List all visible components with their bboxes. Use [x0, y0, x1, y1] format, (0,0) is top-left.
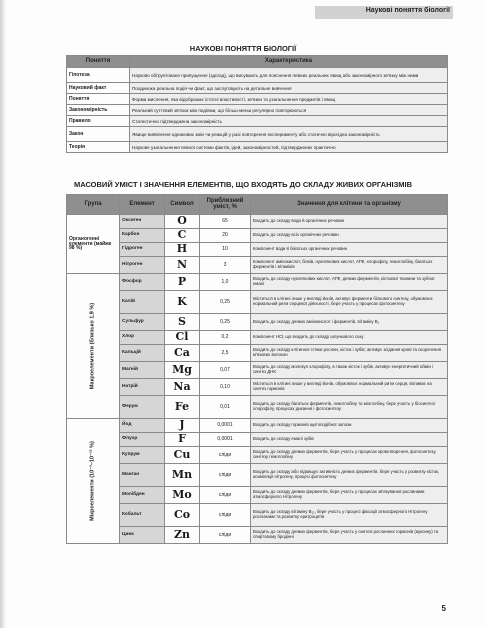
element-row — [67, 379, 448, 396]
concept-definition: Реальний суттєвий зв'язок між подіями, що більш-менш регулярно повторюються — [130, 105, 448, 116]
element-name: Натрій — [120, 379, 165, 396]
element-symbol: F — [165, 433, 200, 447]
element-name: Сульфур — [120, 314, 165, 331]
element-role: Міститься в клітині лише у вигляді йонів, обумовлює нормальний ритм серця, впливає на синтез гормонів — [251, 379, 448, 396]
concept-row — [67, 94, 448, 105]
concept-term: Гіпотеза — [67, 68, 130, 83]
element-content: 3 — [200, 257, 251, 274]
group-label-organogenic: Органогенні елементи (майже 98 %) — [67, 215, 120, 274]
element-role: Входить до складу молекул хлорофілу, а також кісток і зубів, активує енергетичний обмін і синтез ДНК — [251, 362, 448, 379]
element-symbol: Co — [165, 504, 200, 527]
elements-table — [66, 194, 448, 544]
concepts-table — [66, 55, 448, 153]
concept-row — [67, 68, 448, 83]
element-symbol: O — [165, 215, 200, 229]
section-title-concepts: НАУКОВІ ПОНЯТТЯ БІОЛОГІЇ — [189, 44, 297, 53]
concept-term: Теорія — [67, 142, 130, 153]
element-row — [67, 291, 448, 314]
element-name: Йод — [120, 419, 165, 433]
element-content: 65 — [200, 215, 251, 229]
element-content: 1,0 — [200, 274, 251, 291]
section-title-elements: МАСОВИЙ УМІСТ І ЗНАЧЕННЯ ЕЛЕМЕНТІВ, ЩО ВХОДЯТЬ ДО СКЛАДУ ЖИВИХ ОРГАНІЗМІВ — [73, 180, 413, 189]
concept-row — [67, 116, 448, 127]
group-label-macroelements-text: Макроелементи (близько 1,9 %) — [89, 302, 96, 390]
element-name: Оксиген — [120, 215, 165, 229]
element-content: сліди — [200, 464, 251, 487]
element-row — [67, 464, 448, 487]
element-row — [67, 215, 448, 229]
element-role: Входить до складу емалі зубів — [251, 433, 448, 447]
element-role: Входить до складу клітинної стінки рослин, кісток і зубів; активує зсідання крові та скорочення м'язових волокон — [251, 345, 448, 362]
element-row — [67, 257, 448, 274]
element-row — [67, 243, 448, 257]
element-row — [67, 396, 448, 419]
concept-term: Закономірність — [67, 105, 130, 116]
element-name: Хлор — [120, 331, 165, 345]
element-symbol: Cl — [165, 331, 200, 345]
elements-table-header — [67, 195, 448, 215]
element-row — [67, 274, 448, 291]
concept-term: Поняття — [67, 94, 130, 105]
element-content: 0,01 — [200, 396, 251, 419]
element-content: 0,0001 — [200, 433, 251, 447]
element-role: Компонент амінокислот, білків, нуклеїнових кислот, АТФ, хлорофілу, гемоглобіну, багатьох ферментів і вітамінів — [251, 257, 448, 274]
element-symbol: J — [165, 419, 200, 433]
element-name: Калій — [120, 291, 165, 314]
concept-definition: Статистично підтверджена закономірність — [130, 116, 448, 127]
element-row — [67, 345, 448, 362]
element-row — [67, 433, 448, 447]
element-symbol: N — [165, 257, 200, 274]
element-symbol: Zn — [165, 527, 200, 544]
page-number: 5 — [441, 604, 446, 613]
element-role: Входить до складу багатьох ферментів, гемоглобіну та міоглобіну, бере участь у біосинтезі хлорофілу, процесах дихання і фотосинтезу — [251, 396, 448, 419]
element-content: 0,07 — [200, 362, 251, 379]
element-name: Кальцій — [120, 345, 165, 362]
element-role: Входить до складу вітаміну B₁₂, бере участь у процесі фіксації атмосферного Нітрогену рослинами та розвитку еритроцитів — [251, 504, 448, 527]
element-role: Компонент води й багатьох органічних речовин — [251, 243, 448, 257]
concept-definition: Науково обґрунтоване припущення (здогад), що висувають для пояснення певних реальних явищ або закономірного зв'язку між ними — [130, 68, 448, 83]
element-row — [67, 447, 448, 464]
concept-term: Правило — [67, 116, 130, 127]
element-symbol: C — [165, 229, 200, 243]
element-row — [67, 362, 448, 379]
column-header-group: Група — [67, 195, 120, 215]
element-symbol: K — [165, 291, 200, 314]
element-content: 0,2 — [200, 331, 251, 345]
column-header-term: Поняття — [67, 56, 130, 68]
element-role: Входить до складу або підвищує активність деяких ферментів, бере участь у розвитку кісток, асиміляції нітрогену, процесі фотосинтезу — [251, 464, 448, 487]
column-header-characteristic: Характеристика — [130, 56, 448, 68]
element-symbol: S — [165, 314, 200, 331]
element-role: Входить до складу всіх органічних речовин — [251, 229, 448, 243]
element-symbol: Mg — [165, 362, 200, 379]
element-row — [67, 331, 448, 345]
element-row — [67, 487, 448, 504]
element-symbol: H — [165, 243, 200, 257]
column-header-role: Значення для клітини та організму — [251, 195, 448, 215]
element-row — [67, 229, 448, 243]
element-row — [67, 419, 448, 433]
concept-term: Закон — [67, 127, 130, 142]
concept-row — [67, 142, 448, 153]
element-symbol: Mn — [165, 464, 200, 487]
element-name: Цинк — [120, 527, 165, 544]
element-name: Молібден — [120, 487, 165, 504]
element-content: 0,0001 — [200, 419, 251, 433]
element-symbol: Na — [165, 379, 200, 396]
element-role: Входить до складу деяких амінокислот і ферментів, вітаміну B₁ — [251, 314, 448, 331]
column-header-element: Елемент — [120, 195, 165, 215]
element-content: сліди — [200, 447, 251, 464]
concept-definition: Форма мислення, яка відображає істотні властивості, зв'язки та узагальнення предметів і явищ — [130, 94, 448, 105]
element-content: сліди — [200, 527, 251, 544]
concept-definition: Наукове узагальнення певної системи фактів, ідей, закономірностей, підтверджених практично — [130, 142, 448, 153]
element-name: Нітроген — [120, 257, 165, 274]
element-symbol: Fe — [165, 396, 200, 419]
element-role: Входить до складу деяких ферментів, бере участь у синтезі рослинних гормонів (ауксину) та спиртовому бродінні — [251, 527, 448, 544]
group-label-microelements — [67, 419, 120, 544]
element-name: Фосфор — [120, 274, 165, 291]
element-name: Кобальт — [120, 504, 165, 527]
concepts-table-header — [67, 56, 448, 68]
element-role: Входить до складу гормонів щитоподібної залози — [251, 419, 448, 433]
concept-term: Науковий факт — [67, 83, 130, 94]
element-symbol: P — [165, 274, 200, 291]
element-role: Входить до складу деяких ферментів, бере участь у процесах зв'язування рослинами атмосферного Нітрогену — [251, 487, 448, 504]
element-name: Карбон — [120, 229, 165, 243]
column-header-symbol: Символ — [165, 195, 200, 215]
element-role: Входить до складу деяких ферментів, бере участь у процесах кровотворення, фотосинтезу, синтезу гемоглобіну — [251, 447, 448, 464]
element-symbol: Ca — [165, 345, 200, 362]
element-role: Компонент HCl, що входить до складу шлункового соку — [251, 331, 448, 345]
element-row — [67, 314, 448, 331]
running-header-title: Наукові поняття біології — [365, 7, 450, 14]
element-name: Гідроген — [120, 243, 165, 257]
concept-row — [67, 83, 448, 94]
element-role: Входить до складу нуклеїнових кислот, АТФ, деяких ферментів, кісткової тканини та зубної емалі — [251, 274, 448, 291]
element-name: Флуор — [120, 433, 165, 447]
group-label-macroelements — [67, 274, 120, 419]
element-content: 20 — [200, 229, 251, 243]
element-row — [67, 527, 448, 544]
page-binding-shadow — [0, 0, 6, 628]
element-content: 0,10 — [200, 379, 251, 396]
element-content: 10 — [200, 243, 251, 257]
concept-definition: Явище виявлення однакових змін чи реакцій у разі повторення експерименту або статично вірогідна закономірність — [130, 127, 448, 142]
element-symbol: Mo — [165, 487, 200, 504]
element-name: Магній — [120, 362, 165, 379]
element-name: Ферум — [120, 396, 165, 419]
element-content: сліди — [200, 504, 251, 527]
group-label-microelements-text: Мікроелементи (10⁻³–10⁻¹² %) — [89, 441, 96, 521]
element-content: 0,25 — [200, 314, 251, 331]
element-role: Входить до складу води й органічних речовин — [251, 215, 448, 229]
concept-row — [67, 105, 448, 116]
element-role: Міститься в клітині лише у вигляді йонів, активує ферменти білкового синтезу, обумовлює нормальний ритм серцевої діяльності, бере участь у процесах фотосинтезу — [251, 291, 448, 314]
concept-row — [67, 127, 448, 142]
element-row — [67, 504, 448, 527]
concept-definition: Поодинока реальна подія чи факт, що заслуговують на детальне вивчення — [130, 83, 448, 94]
element-content: 2,5 — [200, 345, 251, 362]
element-symbol: Cu — [165, 447, 200, 464]
element-name: Купрум — [120, 447, 165, 464]
element-content: 0,25 — [200, 291, 251, 314]
element-name: Манган — [120, 464, 165, 487]
column-header-content: Приблизний уміст, % — [200, 195, 251, 215]
element-content: сліди — [200, 487, 251, 504]
